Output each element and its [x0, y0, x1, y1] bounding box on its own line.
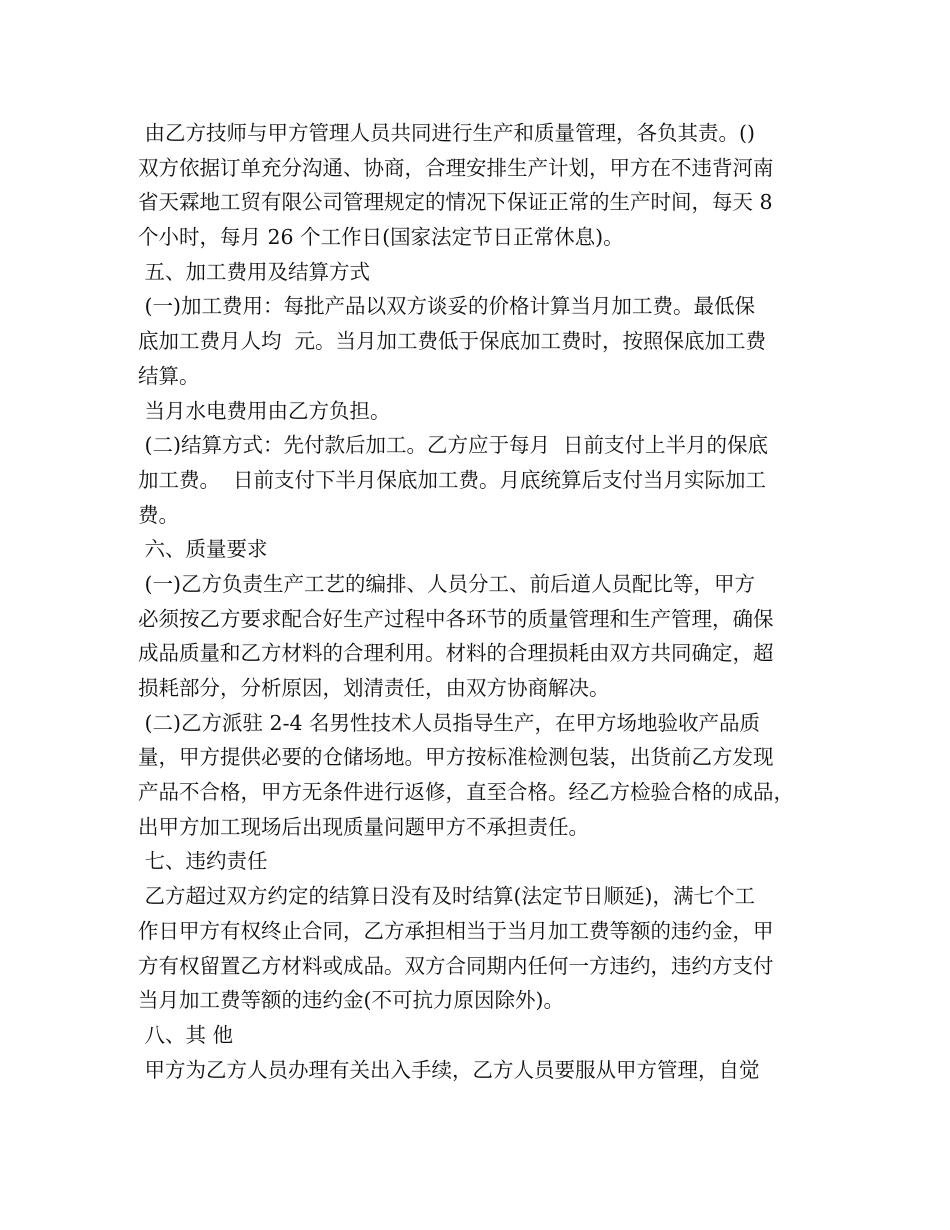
text-line: 省天霖地工贸有限公司管理规定的情况下保证正常的生产时间，每天 8 [138, 190, 773, 215]
section-heading: 六、质量要求 [138, 537, 268, 562]
document-body [138, 116, 828, 1087]
text-line: 双方依据订单充分沟通、协商，合理安排生产计划，甲方在不违背河南 [138, 155, 774, 180]
text-line: 量，甲方提供必要的仓储场地。甲方按标准检测包装，出货前乙方发现 [138, 745, 774, 770]
text-line: (一)乙方负责生产工艺的编排、人员分工、前后道人员配比等，甲方 [138, 571, 756, 596]
text-line: 必须按乙方要求配合好生产过程中各环节的质量管理和生产管理，确保 [138, 606, 774, 631]
text-line: 出甲方加工现场后出现质量问题甲方不承担责任。 [138, 814, 589, 839]
text-line: 个小时，每月 26 个工作日(国家法定节日正常休息)。 [138, 225, 624, 250]
text-line: (二)结算方式：先付款后加工。乙方应于每月 日前支付上半月的保底 [138, 433, 769, 458]
text-line: 成品质量和乙方材料的合理利用。材料的合理损耗由双方共同确定，超 [138, 641, 774, 666]
text-line: 当月水电费用由乙方负担。 [138, 398, 391, 423]
text-line: 由乙方技师与甲方管理人员共同进行生产和质量管理，各负其责。() [138, 121, 756, 145]
text-line: 作日甲方有权终止合同，乙方承担相当于当月加工费等额的违约金，甲 [138, 918, 774, 943]
text-line: 乙方超过双方约定的结算日没有及时结算(法定节日顺延)，满七个工 [138, 884, 756, 909]
section-heading: 五、加工费用及结算方式 [138, 259, 371, 284]
text-line: 结算。 [138, 363, 200, 388]
section-heading: 七、违约责任 [138, 849, 268, 874]
text-line: 损耗部分，分析原因，划清责任，由双方协商解决。 [138, 676, 610, 700]
text-line: 加工费。 日前支付下半月保底加工费。月底统算后支付当月实际加工 [138, 467, 767, 492]
text-line: 当月加工费等额的违约金(不可抗力原因除外)。 [138, 988, 564, 1013]
text-line: 费。 [138, 502, 179, 527]
text-line: (二)乙方派驻 2-4 名男性技术人员指导生产，在甲方场地验收产品质 [138, 710, 761, 735]
section-heading: 八、其 他 [138, 1022, 234, 1047]
text-line: 底加工费月人均 元。当月加工费低于保底加工费时，按照保底加工费 [138, 329, 767, 354]
text-line: 产品不合格，甲方无条件进行返修，直至合格。经乙方检验合格的成品， [138, 780, 794, 805]
text-line: 方有权留置乙方材料或成品。双方合同期内任何一方违约，违约方支付 [138, 953, 774, 978]
text-line: 甲方为乙方人员办理有关出入手续，乙方人员要服从甲方管理，自觉 [138, 1057, 760, 1082]
text-line: (一)加工费用：每批产品以双方谈妥的价格计算当月加工费。最低保 [138, 294, 756, 319]
